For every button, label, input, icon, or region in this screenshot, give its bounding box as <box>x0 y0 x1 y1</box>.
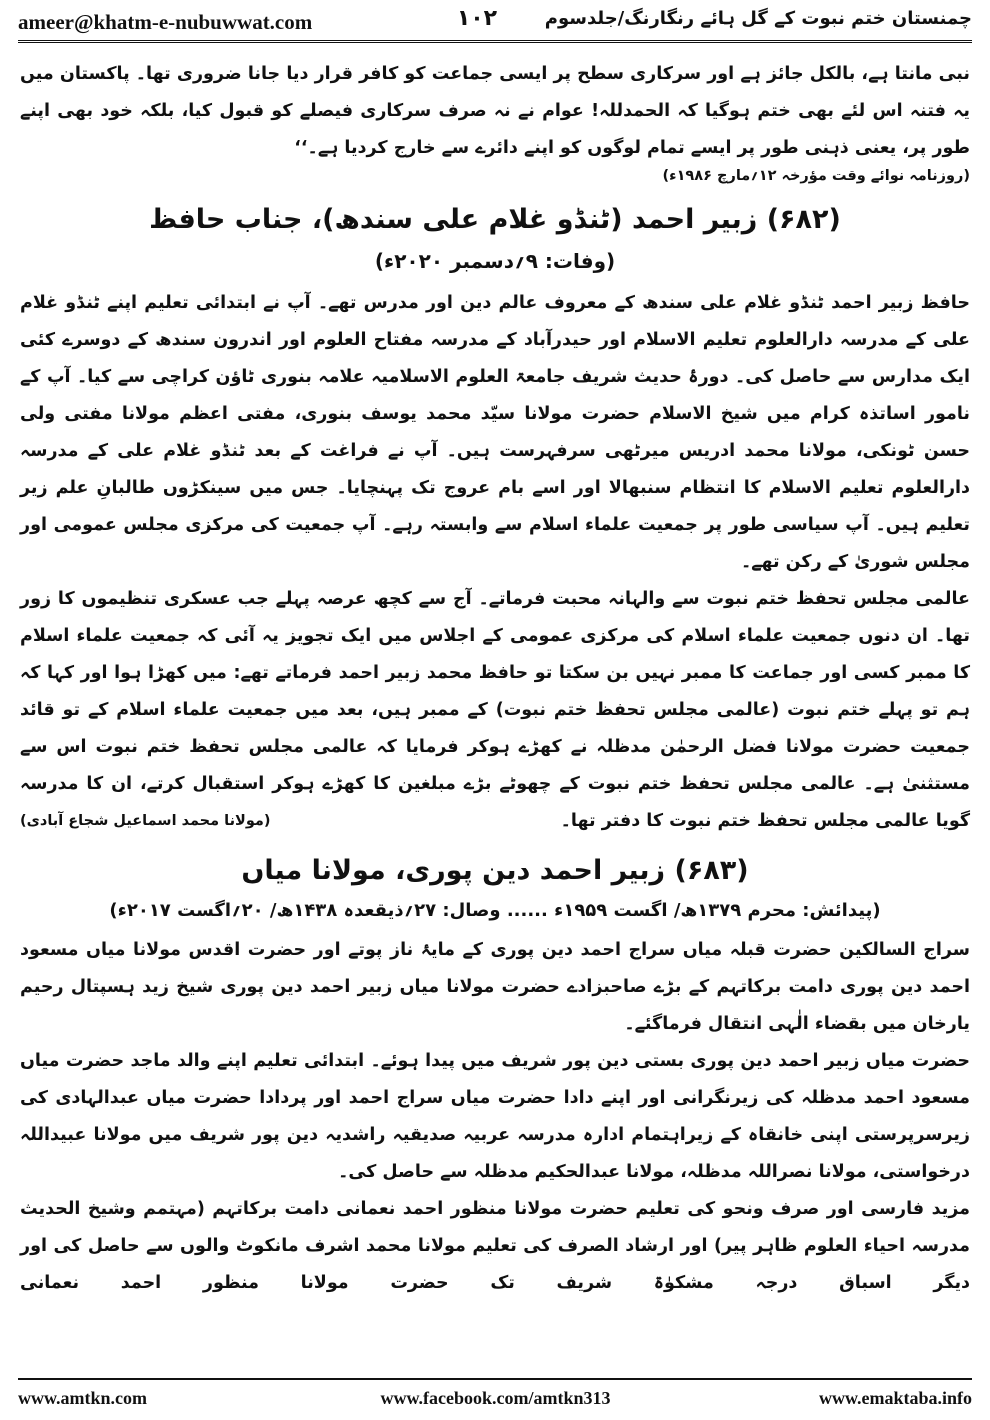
footer-link-amtkn[interactable]: www.amtkn.com <box>18 1388 147 1408</box>
page-content <box>20 56 970 1374</box>
death-date: (وفات: ۹؍دسمبر ۲۰۲۰ء) <box>374 249 616 273</box>
footer-link-facebook[interactable]: www.facebook.com/amtkn313 <box>380 1388 611 1408</box>
book-title: چمنستان ختم نبوت کے گل ہائے رنگارنگ/جلدسوم <box>544 8 972 29</box>
birth-death-dates: (پیدائش: محرم ۱۳۷۹ھ/ اگست ۱۹۵۹ء ...... وصال: ۲۷؍ذیقعدہ ۱۴۳۸ھ/ ۲۰؍اگست ۲۰۱۷ء) <box>109 900 881 921</box>
section2-paragraph-1: سراج السالکین حضرت قبلہ میاں سراج احمد دین پوری کے مایۂ ناز پوتے اور حضرت اقدس مولانا میاں مسعود احمد دین پوری دامت برکاتہم کے بڑے صاحبزادے حضرت مولانا میاں زبیر احمد دین پوری شیخ زید ہسپتال رحیم یارخان میں بقضاء الٰہی انتقال فرماگئے۔ <box>20 940 970 1034</box>
intro-paragraph <box>20 56 970 189</box>
page-header <box>18 6 972 43</box>
section1-paragraph-2 <box>20 581 970 840</box>
intro-reference: (روزنامہ نوائے وقت مؤرخہ ۱۲؍مارچ ۱۹۸۶ء) <box>662 168 970 184</box>
section-heading-683: (۶۸۳) زبیر احمد دین پوری، مولانا میاں <box>241 855 749 886</box>
page-footer <box>18 1378 972 1414</box>
footer-link-emaktaba[interactable]: www.emaktaba.info <box>818 1388 972 1408</box>
section1-paragraph-1: حافظ زبیر احمد ٹنڈو غلام علی سندھ کے معروف عالم دین اور مدرس تھے۔ آپ نے ابتدائی تعلیم اپنے ٹنڈو غلام علی کے مدرسہ دارالعلوم تعلیم الاسلام اور حیدرآباد کے مدرسہ مفتاح العلوم اور اندرون سندھ کے دوسرے کئی ایک مدارس سے حاصل کی۔ دورۂ حدیث شریف جامعۃ العلوم الاسلامیہ علامہ بنوری ٹاؤن کراچی سے کیا۔ آپ کے نامور اساتذہ کرام میں شیخ الاسلام حضرت مولانا سیّد محمد یوسف بنوری، مفتی اعظم مولانا مفتی ولی حسن ٹونکی، مولانا محمد ادریس میرٹھی سرفہرست ہیں۔ آپ نے فراغت کے بعد ٹنڈو غلام علی کے مدرسہ دارالعلوم تعلیم الاسلام کا انتظام سنبھالا اور اسے بام عروج تک پہنچایا۔ جس میں سینکڑوں طالبانِ علم زیر تعلیم ہیں۔ آپ سیاسی طور پر جمعیت علماء اسلام سے وابستہ رہے۔ آپ جمعیت کی مرکزی مجلس عمومی اور مجلس شوریٰ کے رکن تھے۔ <box>20 293 970 572</box>
section2-paragraph-3: مزید فارسی اور صرف ونحو کی تعلیم حضرت مولانا منظور احمد نعمانی دامت برکاتہم (مہتمم وشیخ الحدیث مدرسہ احیاء العلوم ظاہر پیر) اور ارشاد الصرف کی تعلیم مولانا محمد اشرف مانکوٹ والوں سے حاصل کی اور دیگر اسباق درجہ مشکوٰۃ شریف تک حضرت مولانا منظور احمد نعمانی <box>20 1199 970 1293</box>
header-email: ameer@khatm-e-nubuwwat.com <box>18 10 313 34</box>
section1-reference: (مولانا محمد اسماعیل شجاع آبادی) <box>20 813 271 829</box>
page-number: ۱۰۲ <box>456 6 498 31</box>
intro-text: نبی مانتا ہے، بالکل جائز ہے اور سرکاری سطح پر ایسی جماعت کو کافر قرار دیا جانا ضروری تھا۔ پاکستان میں یہ فتنہ اس لئے بھی ختم ہوگیا کہ الحمدللہ! عوام نے نہ صرف سرکاری فیصلے کو قبول کیا، بلکہ خود بھی اپنے طور پر، یعنی ذہنی طور پر ایسے تمام لوگوں کو اپنے دائرے سے خارج کردیا ہے۔‘‘ <box>20 64 970 158</box>
section1-paragraph-2-text: عالمی مجلس تحفظ ختم نبوت سے والہانہ محبت فرماتے۔ آج سے کچھ عرصہ پہلے جب عسکری تنظیموں کا زور تھا۔ ان دنوں جمعیت علماء اسلام کی مرکزی عمومی کے اجلاس میں ایک تجویز یہ آئی کہ جمعیت علماء اسلام کا ممبر کسی اور جماعت کا ممبر نہیں بن سکتا تو حافظ محمد زبیر احمد فرماتے تھے: میں کھڑا ہوا اور کہا کہ ہم تو پہلے ختم نبوت (عالمی مجلس تحفظ ختم نبوت) کے ممبر ہیں، بعد میں جمعیت علماء اسلام کے تو قائد جمعیت حضرت مولانا فضل الرحمٰن مدظلہ نے کھڑے ہوکر فرمایا کہ عالمی مجلس تحفظ ختم نبوت اس سے مستثنیٰ ہے۔ عالمی مجلس تحفظ ختم نبوت کے چھوٹے بڑے مبلغین کا کھڑے ہوکر استقبال کرتے، ان کا مدرسہ گویا عالمی مجلس تحفظ ختم نبوت کا دفتر تھا۔ <box>20 589 970 831</box>
section-heading-682: (۶۸۲) زبیر احمد (ٹنڈو غلام علی سندھ)، جناب حافظ <box>149 204 841 235</box>
section2-paragraph-2: حضرت میاں زبیر احمد دین پوری بستی دین پور شریف میں پیدا ہوئے۔ ابتدائی تعلیم اپنے والد ماجد حضرت میاں مسعود احمد مدظلہ کی زیرنگرانی اور اپنے دادا حضرت میاں سراج احمد اور پردادا حضرت میاں عبدالہادی کی زیرسرپرستی اپنی خانقاہ کے زیراہتمام ادارہ مدرسہ عربیہ صدیقیہ راشدیہ دین پور شریف میں مولانا عبیداللہ درخواستی، مولانا نصراللہ مدظلہ، مولانا عبدالحکیم مدظلہ سے حاصل کی۔ <box>20 1051 970 1182</box>
